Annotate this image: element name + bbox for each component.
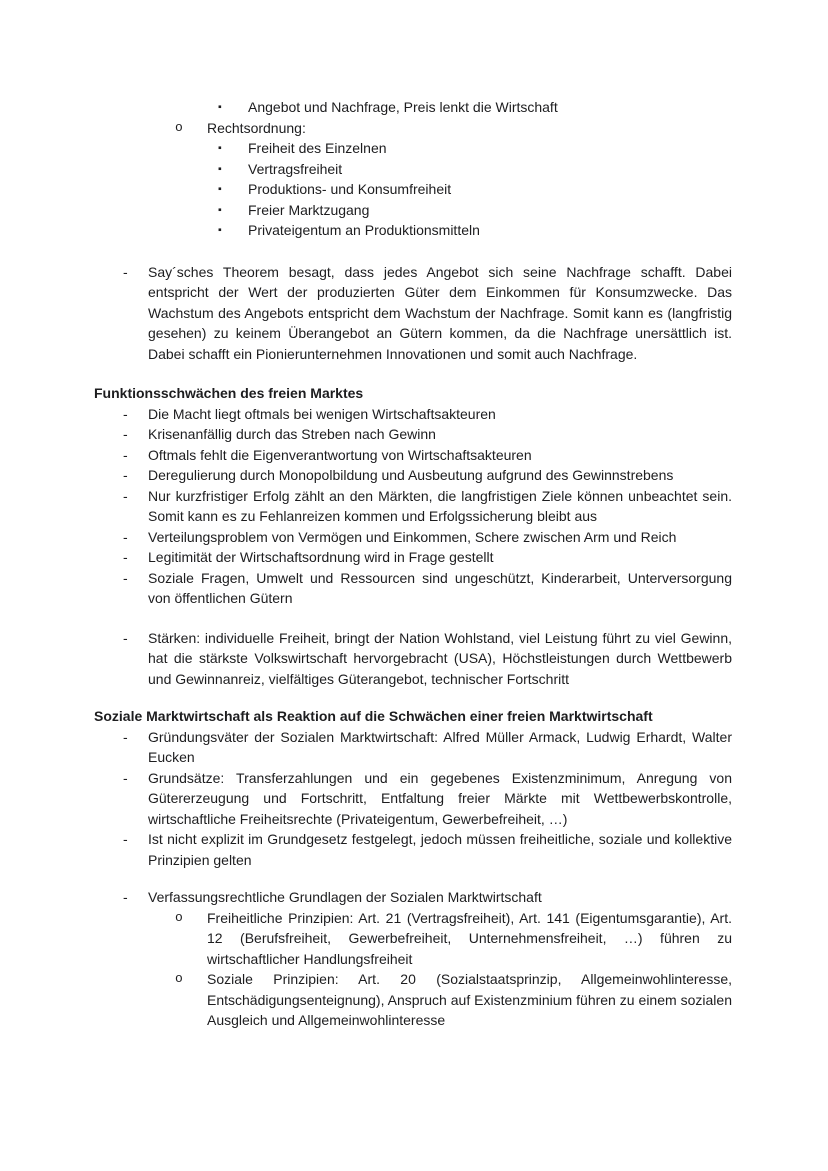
list-item-text: Krisenanfällig durch das Streben nach Gewinn [148,426,436,442]
square-bullet-icon: ▪ [218,203,222,216]
list-item [94,200,732,221]
list-item-text: Vertragsfreiheit [248,160,343,177]
square-bullet-icon: ▪ [218,162,222,175]
dash-bullet-icon: - [123,467,128,483]
list-item-text: Ist nicht explizit im Grundgesetz festgelegt, jedoch müssen freiheitliche, soziale und kollektive Prinzipien gelten [148,831,732,868]
paragraph-text: Say´sches Theorem besagt, dass jedes Angebot sich seine Nachfrage schafft. Dabei entspricht der Wert der produzierten Güter dem Einkommen für Konsumzwecke. Das Wachstum des Angebots entspricht dem Wachstum der Nachfrage. Somit kann es (langfristig gesehen) zu keinem Überangebot an Gütern kommen, da die Nachfrage unersättlich ist. Dabei schafft ein Pionierunternehmen Innovationen und somit auch Nachfrage. [148,263,732,362]
list-item-text: Legitimität der Wirtschaftsordnung wird in Frage gestellt [148,549,494,565]
section-heading-soziale-marktwirtschaft: Soziale Marktwirtschaft als Reaktion auf die Schwächen einer freien Marktwirtschaft [94,708,653,724]
circle-bullet-icon: o [175,119,183,135]
list-item-text: Produktions- und Konsumfreiheit [248,181,452,197]
dash-bullet-icon: - [123,569,128,586]
list-item [94,159,732,180]
dash-bullet-icon: - [123,263,128,280]
dash-bullet-icon: - [123,446,128,463]
dash-bullet-icon: - [123,528,128,545]
list-item [94,969,732,1031]
list-item-text: Soziale Fragen, Umwelt und Ressourcen sind ungeschützt, Kinderarbeit, Unterversorgung von öffentlichen Gütern [148,569,732,606]
list-item-text: Grundsätze: Transferzahlungen und ein gegebenes Existenzminimum, Anregung von Gütererzeugung und Fortschritt, Entfaltung freier Märkte mit Wettbewerbskontrolle, wirtschaftliche Freiheitsrechte (Privateigentum, Gewerbefreiheit, …) [148,769,732,827]
list-item [94,568,732,609]
list-item [94,829,732,870]
list-item-text: Nur kurzfristiger Erfolg zählt an den Märkten, die langfristigen Ziele können unbeachtet sein. Somit kann es zu Fehlanreizen kommen und Erfolgssicherung bleibt aus [148,487,732,524]
dash-bullet-icon: - [123,769,128,786]
list-item-text: Verteilungsproblem von Vermögen und Einkommen, Schere zwischen Arm und Reich [148,528,677,545]
say-theorem-paragraph [94,262,732,365]
dash-bullet-icon: - [123,728,128,745]
list-item-text: Angebot und Nachfrage, Preis lenkt die Wirtschaft [248,99,558,115]
square-bullet-icon: ▪ [218,101,222,113]
square-bullet-icon: ▪ [218,183,222,195]
list-item-text: Soziale Prinzipien: Art. 20 (Sozialstaatsprinzip, Allgemeinwohlinteresse, Entschädigungsenteignung), Anspruch auf Existenzminium führen zu einem sozialen Ausgleich und Allgemeinwohlinteresse [207,971,732,1028]
list-item [94,424,732,445]
list-item-text: Die Macht liegt oftmals bei wenigen Wirtschaftsakteuren [148,405,496,422]
dash-bullet-icon: - [123,889,128,905]
circle-bullet-icon: o [175,909,183,925]
list-item [94,547,732,568]
dash-bullet-icon: - [123,831,128,847]
staerken-paragraph [94,628,732,690]
dash-bullet-icon: - [123,629,128,646]
list-item [94,179,732,200]
list-item [94,97,732,118]
list-item [94,527,732,548]
dash-bullet-icon: - [123,426,128,442]
list-item [94,118,732,139]
dash-bullet-icon: - [123,487,128,504]
list-item-text: Freiheit des Einzelnen [248,140,387,156]
list-item [94,220,732,241]
circle-bullet-icon: o [175,971,183,986]
list-item [94,404,732,425]
dash-bullet-icon: - [123,549,128,565]
list-item-text: Freier Marktzugang [248,201,370,218]
list-item-text: Verfassungsrechtliche Grundlagen der Sozialen Marktwirtschaft [148,889,542,905]
list-item-text: Privateigentum an Produktionsmitteln [248,222,480,238]
list-item-text: Oftmals fehlt die Eigenverantwortung von Wirtschaftsakteuren [148,446,532,463]
paragraph-text: Stärken: individuelle Freiheit, bringt der Nation Wohlstand, viel Leistung führt zu viel Gewinn, hat die stärkste Volkswirtschaft hervorgebracht (USA), Höchstleistungen durch Wettbewerb und Gewinnanreiz, vielfältiges Güterangebot, technischer Fortschritt [148,629,732,687]
list-item-text: Deregulierung durch Monopolbildung und Ausbeutung aufgrund des Gewinnstrebens [148,467,674,483]
list-item [94,465,732,486]
list-item [94,486,732,527]
list-item-text: Rechtsordnung: [207,119,306,136]
list-item [94,138,732,159]
list-item [94,445,732,466]
list-item [94,887,732,908]
list-item [94,908,732,970]
square-bullet-icon: ▪ [218,142,222,154]
square-bullet-icon: ▪ [218,224,222,236]
dash-bullet-icon: - [123,405,128,422]
list-item [94,768,732,830]
list-item [94,727,732,768]
section-heading-funktionsschwaechen: Funktionsschwächen des freien Marktes [94,385,364,401]
list-item-text: Gründungsväter der Sozialen Marktwirtschaft: Alfred Müller Armack, Ludwig Erhardt, Walter Eucken [148,728,732,765]
list-item-text: Freiheitliche Prinzipien: Art. 21 (Vertragsfreiheit), Art. 141 (Eigentumsgarantie), Art. 12 (Berufsfreiheit, Gewerbefreiheit, Unternehmensfreiheit, …) führen zu wirtschaftlicher Handlungsfreiheit [207,909,732,967]
